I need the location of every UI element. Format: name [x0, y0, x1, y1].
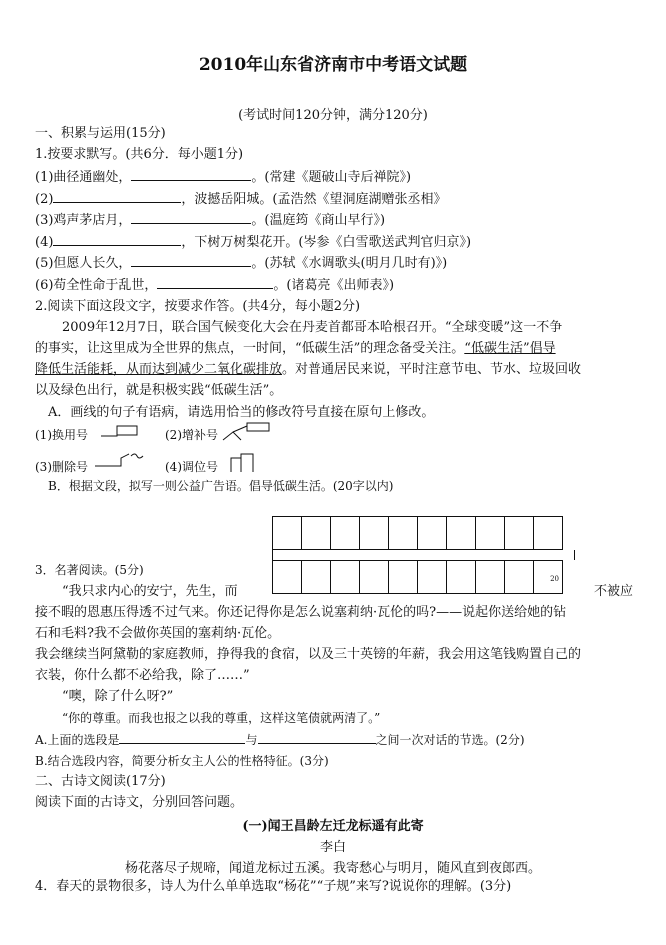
answer-blank[interactable]	[131, 254, 251, 267]
mark-label-transpose: (4)调位号	[165, 460, 218, 474]
page-title: 2010年山东省济南市中考语文试题	[198, 55, 468, 75]
q4-prompt: 4．春天的景物很多，诗人为什么单单选取“杨花”“子规”来写?说说你的理解。(3分)	[35, 879, 512, 894]
exam-info: (考试时间120分钟，满分120分)	[238, 108, 428, 123]
section2-intro: 阅读下面的古诗文，分别回答问题。	[35, 795, 244, 810]
underlined-sentence-start: “低碳生活”倡导	[464, 341, 556, 356]
answer-blank[interactable]	[53, 190, 181, 203]
excerpt-line-7: “你的尊重。而我也报之以我的尊重，这样这笔债就两清了。”	[62, 711, 381, 725]
mark-label-replace: (1)换用号	[35, 428, 88, 442]
recite-line-6: (6)苟全性命于乱世， 。(诸葛亮《出师表》)	[35, 278, 395, 293]
answer-blank[interactable]	[131, 168, 251, 181]
poem-author: 李白	[319, 840, 346, 855]
recite-line-1: (1)曲径通幽处， 。(常建《题破山寺后禅院》)	[35, 170, 412, 185]
excerpt-line-1b: 不被应	[594, 584, 634, 599]
underlined-sentence-end: 降低生活能耗，从而达到减少二氧化碳排放	[35, 362, 283, 377]
answer-blank[interactable]	[157, 276, 273, 289]
q2b-prompt: B．根据文段，拟写一则公益广告语。倡导低碳生活。(20字以内)	[48, 479, 394, 493]
recite-line-4: (4) ，下树万树梨花开。(岑参《白雪歌送武判官归京》)	[35, 235, 472, 250]
section1-heading: 一、积累与运用(15分)	[35, 126, 166, 141]
grid-gap	[272, 550, 575, 560]
q3-heading: 3．名著阅读。(5分)	[35, 563, 144, 577]
q2a-prompt: A．画线的句子有语病，请选用恰当的修改符号直接在原句上修改。	[48, 405, 435, 420]
passage-line-1: 2009年12月7日，联合国气候变化大会在丹麦首都哥本哈根召开。“全球变暖”这一不争	[62, 320, 563, 335]
transpose-mark-icon	[227, 450, 267, 474]
passage-line-3: 降低生活能耗，从而达到减少二氧化碳排放。对普通居民来说，平时注意节电、节水、垃圾回收	[35, 362, 582, 377]
insert-mark-icon	[221, 422, 281, 444]
excerpt-line-3: 石和毛料?我不会做你英国的塞莉纳·瓦伦。	[35, 626, 281, 641]
excerpt-line-1a: “我只求内心的安宁，先生，而	[62, 584, 238, 599]
recite-line-5: (5)但愿人长久， 。(苏轼《水调歌头(明月几时有)》)	[35, 256, 448, 271]
poem-text: 杨花落尽子规啼，闻道龙标过五溪。我寄愁心与明月，随风直到夜郎西。	[124, 861, 541, 876]
answer-blank[interactable]	[131, 211, 251, 224]
mark-label-insert: (2)增补号	[165, 428, 218, 442]
delete-mark-icon	[93, 450, 163, 472]
recite-line-2: (2) ，波撼岳阳城。(孟浩然《望洞庭湖赠张丞相》	[35, 192, 447, 207]
answer-blank[interactable]	[258, 731, 376, 744]
section2-heading: 二、古诗文阅读(17分)	[35, 774, 166, 789]
recite-line-3: (3)鸡声茅店月， 。(温庭筠《商山早行》)	[35, 213, 386, 228]
q3a-prompt: A.上面的选段是 与 之间一次对话的节选。(2分)	[35, 733, 525, 747]
q2-heading: 2.阅读下面这段文字，按要求作答。(共4分，每小题2分)	[35, 299, 361, 314]
passage-line-2: 的事实，让这里成为全世界的焦点，一时间，“低碳生活”的理念备受关注。“低碳生活”倡导	[35, 341, 556, 356]
excerpt-line-5: 衣装，你什么都不必给我，除了……”	[35, 668, 250, 683]
q1-heading: 1.按要求默写。(共6分．每小题1分)	[35, 147, 244, 162]
excerpt-line-2: 接不暇的恩惠压得透不过气来。你还记得你是怎么说塞莉纳·瓦伦的吗?——说起你送给她的钻	[35, 605, 567, 620]
poem-title: (一)闻王昌龄左迁龙标遥有此寄	[242, 819, 424, 834]
answer-grid-top[interactable]	[272, 516, 563, 550]
answer-blank[interactable]	[119, 731, 245, 744]
answer-grid-bottom[interactable]	[272, 560, 563, 594]
passage-line-4: 以及绿色出行，就是积极实践“低碳生活”。	[35, 383, 283, 398]
revision-marks-legend	[35, 420, 335, 480]
mark-label-delete: (3)删除号	[35, 460, 88, 474]
q3b-prompt: B.结合选段内容，简要分析女主人公的性格特征。(3分)	[35, 754, 329, 768]
excerpt-line-4: 我会继续当阿黛勒的家庭教师，挣得我的食宿，以及三十英镑的年薪，我会用这笔钱购置自己的	[35, 647, 582, 662]
grid-count-label: 20	[550, 575, 559, 583]
answer-blank[interactable]	[53, 233, 181, 246]
excerpt-line-6: “噢，除了什么呀?”	[62, 689, 174, 704]
